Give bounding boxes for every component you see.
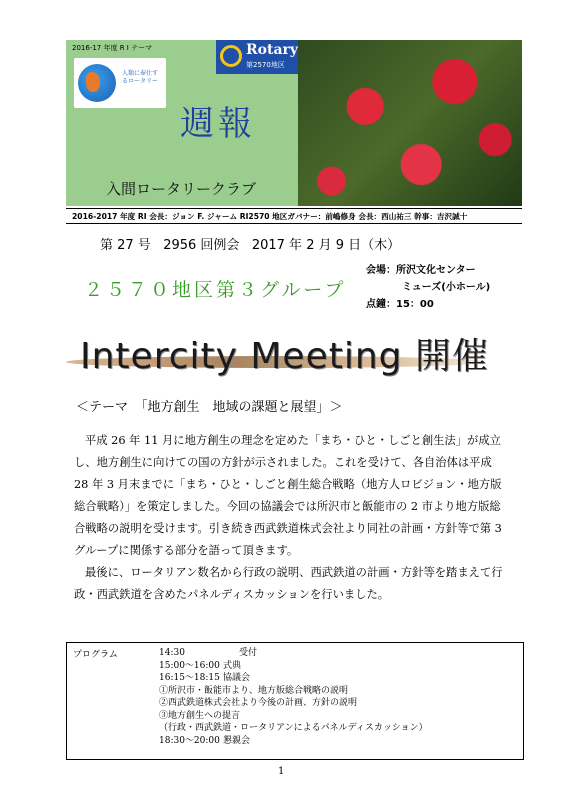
meeting-number: 2956 回例会 [163, 238, 240, 253]
program-time: 16:15～18:15 [159, 673, 220, 683]
program-text: 懇親会 [223, 735, 251, 746]
issue-date: 2017 年 2 月 9 日（木） [251, 238, 401, 253]
rotary-wheel-icon [220, 45, 242, 67]
program-time: 15:00～16:00 [159, 660, 220, 671]
body-paragraph-2: 最後に、ロータリアン数名から行政の説明、西武鉄道の計画・方針等を踏まえて行政・西武鉄道を含めたパネルディスカッションを行いました。 [74, 566, 503, 601]
program-item [159, 710, 428, 723]
theme-year-label: 2016-17 年度 R I テーマ [72, 44, 153, 52]
program-text: 受付 [239, 648, 258, 658]
group-name: ２５７０地区第３グループ [84, 279, 347, 301]
program-box [66, 642, 524, 760]
program-item [159, 697, 428, 710]
program-text: ①所沢市・飯能市より、地方版総合戦略の説明 [159, 685, 349, 696]
header-banner [66, 40, 522, 206]
rotary-district: 第2570地区 [246, 61, 285, 69]
issue-number: 第 27 号 [100, 238, 151, 253]
venue-line-3: 点鐘：15：00 [366, 299, 434, 310]
program-label: プログラム [73, 650, 118, 660]
theme-logo [74, 58, 166, 108]
program-time: 18:30～20:00 [159, 735, 220, 746]
club-name: 入間ロータリークラブ [106, 180, 257, 198]
theme-logo-text: 人類に奉仕するロータリー [122, 70, 159, 85]
meeting-title-block [66, 322, 526, 377]
rotary-badge [216, 40, 298, 74]
globe-land-icon [86, 72, 100, 92]
program-text: 式典 [223, 660, 242, 671]
program-list [159, 647, 428, 747]
program-text: ②西武鉄道株式会社より今後の計画、方針の説明 [159, 698, 358, 708]
venue-info [366, 262, 490, 313]
rotary-name: Rotary [246, 42, 299, 58]
issue-line [100, 234, 400, 253]
program-text: 協議会 [223, 673, 251, 683]
venue-line-2: ミューズ(小ホール) [402, 282, 491, 293]
page-title: 週報 [180, 104, 256, 144]
camellia-photo [298, 40, 522, 206]
program-text: ③地方創生への提言 [159, 710, 241, 721]
program-item [159, 735, 428, 748]
program-text: （行政・西武鉄道・ロータリアンによるパネルディスカッション） [159, 723, 428, 733]
theme-heading: ＜テーマ 「地方創生 地域の課題と展望」＞ [76, 400, 343, 415]
body-text [74, 430, 504, 606]
program-item [159, 660, 428, 673]
meeting-title: Intercity Meeting 開催 [80, 336, 489, 377]
program-item [159, 685, 428, 698]
venue-line-1: 会場：所沢文化センター [366, 265, 476, 276]
program-time: 14:30 [159, 648, 185, 658]
body-paragraph-1: 平成 26 年 11 月に地方創生の理念を定めた「まち・ひと・しごと創生法」が成立し、地方創生に向けての国の方針が示されました。これを受けて、各自治体は平成 28 年 3 月末までに「まち・ひと・しごと創生総合戦略（地方人ロビジョン・地方版総合戦略）」を策定しました。今回の協議会では所沢市と飯能市の 2 市より地方版総合戦略の説明を受けます。引き続き西武鉄道株式会社より同社の計画・方針等で第 3 グループに関係する部分を語って頂きます。 [74, 434, 502, 557]
officers-line: 2016-2017 年度 RI 会長：ジョン F. ジャーム RI2570 地区ガバナー：前嶋修身 会長：西山祐三 幹事：吉沢誠十 [66, 208, 522, 224]
program-item [159, 722, 428, 735]
program-item [159, 647, 428, 660]
page-number: 1 [278, 766, 285, 777]
program-item [159, 672, 428, 685]
